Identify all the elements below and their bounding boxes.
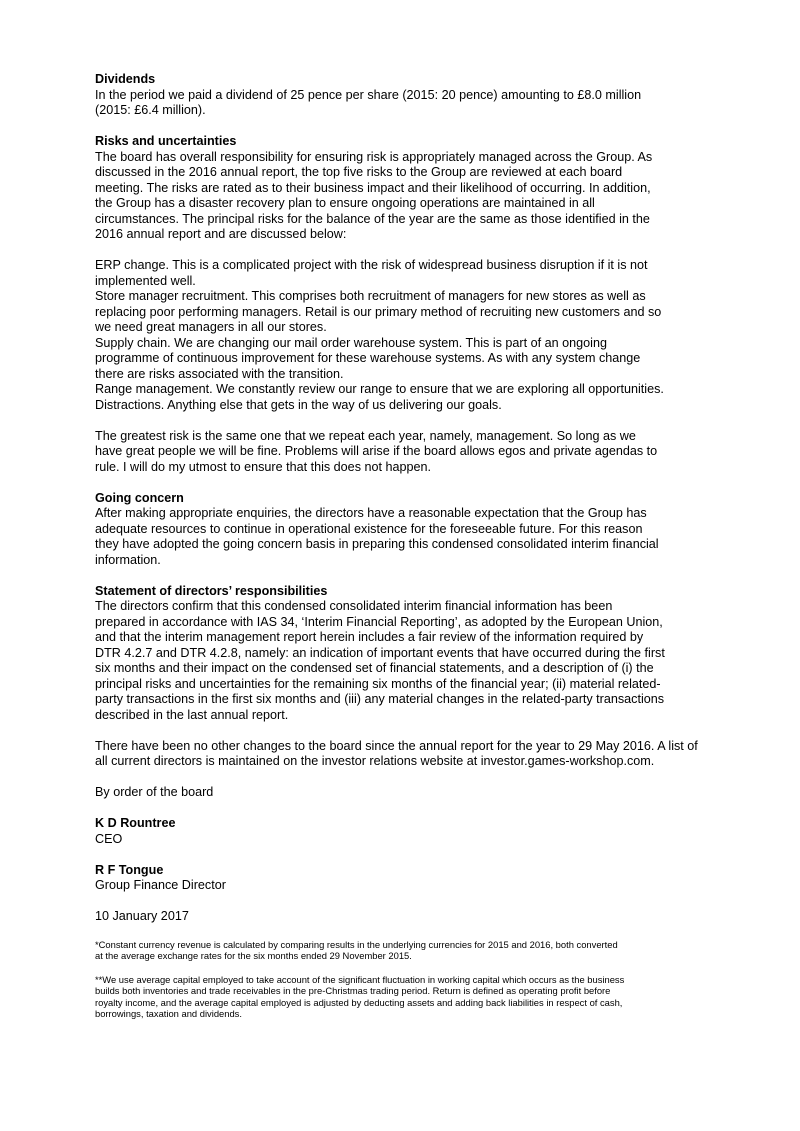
- statement-body: The directors confirm that this condensed consolidated interim financial information has been prepared in accordance with IAS 34, ‘Interim Financial Reporting’, as adopted by the European Union, and that the interim management report herein includes a fair review of the information required by DTR 4.2.7 and DTR 4.2.8, namely: an indication of important events that have occurred during the first six months and their impact on the condensed set of financial statements, and a description of (i) the principal risks and uncertainties for the remaining six months of the financial year; (ii) material related- party transactions in the first six months and (iii) any material changes in the related-party transactions described in the last annual report.: [95, 599, 665, 722]
- signatory-title-ceo: CEO: [95, 831, 123, 846]
- risk-item-store-manager: Store manager recruitment. This comprises both recruitment of managers for new stores as well as replacing poor performing managers. Retail is our primary method of recruiting new customers and so we need great managers in all our stores.: [95, 289, 662, 334]
- going-concern-section: [95, 491, 755, 569]
- signatory-name-ceo: K D Rountree: [95, 816, 176, 830]
- signatory-name-finance-director: R F Tongue: [95, 862, 164, 877]
- board-changes-text: There have been no other changes to the board since the annual report for the year to 29 May 2016. A list of all current directors is maintained on the investor relations website at investor.games-workshop.com.: [95, 738, 698, 768]
- signoff-date: 10 January 2017: [95, 909, 189, 923]
- footnotes-section: [95, 939, 755, 1020]
- statement-section: [95, 584, 755, 770]
- document-page: [95, 72, 755, 1020]
- statement-heading: Statement of directors’ responsibilities: [95, 583, 328, 598]
- going-concern-heading: Going concern: [95, 490, 184, 505]
- dividends-heading: Dividends: [95, 72, 156, 86]
- dividends-section: [95, 72, 755, 119]
- risk-item-range-management: Range management. We constantly review our range to ensure that we are exploring all opportunities.: [95, 382, 664, 396]
- risks-closing: The greatest risk is the same one that we repeat each year, namely, management. So long as we have great people we will be fine. Problems will arise if the board allows egos and private agendas to rule. I will do my utmost to ensure that this does not happen.: [95, 428, 658, 474]
- by-order-text: By order of the board: [95, 785, 214, 799]
- risk-item-erp: ERP change. This is a complicated project with the risk of widespread business disruption if it is not implemented well.: [95, 258, 648, 288]
- dividends-body: In the period we paid a dividend of 25 pence per share (2015: 20 pence) amounting to £8.0 million (2015: £6.4 million).: [95, 87, 642, 117]
- risks-heading: Risks and uncertainties: [95, 134, 237, 148]
- risks-section: [95, 134, 755, 475]
- signatory-title-finance-director: Group Finance Director: [95, 878, 226, 892]
- going-concern-body: After making appropriate enquiries, the directors have a reasonable expectation that the Group has adequate resources to continue in operational existence for the foreseeable future. For this reason they have adopted the going concern basis in preparing this condensed consolidated interim financial information.: [95, 506, 659, 567]
- footnote-capital-employed: **We use average capital employed to take account of the significant fluctuation in working capital which occurs as the business builds both inventories and trade receivables in the pre-Christmas trading period. Return is defined as operating profit before royalty income, and the average capital employed is adjusted by deducting assets and adding back liabilities in respect of cash, borrowings, taxation and dividends.: [95, 973, 625, 1019]
- risk-item-supply-chain: Supply chain. We are changing our mail order warehouse system. This is part of an ongoing programme of continuous improvement for these warehouse systems. As with any system change there are risks associated with the transition.: [95, 335, 641, 381]
- risks-intro: The board has overall responsibility for ensuring risk is appropriately managed across the Group. As discussed in the 2016 annual report, the top five risks to the Group are reviewed at each board meeting. The risks are rated as to their business impact and their likelihood of occurring. In addition, the Group has a disaster recovery plan to ensure ongoing operations are maintained in all circumstances. The principal risks for the balance of the year are the same as those identified in the 2016 annual report and are discussed below:: [95, 149, 653, 241]
- footnote-constant-currency: *Constant currency revenue is calculated by comparing results in the underlying currencies for 2015 and 2016, both converted at the average exchange rates for the six months ended 29 November 2015.: [95, 938, 618, 961]
- risk-item-distractions: Distractions. Anything else that gets in the way of us delivering our goals.: [95, 397, 502, 412]
- signoff-section: [95, 785, 755, 925]
